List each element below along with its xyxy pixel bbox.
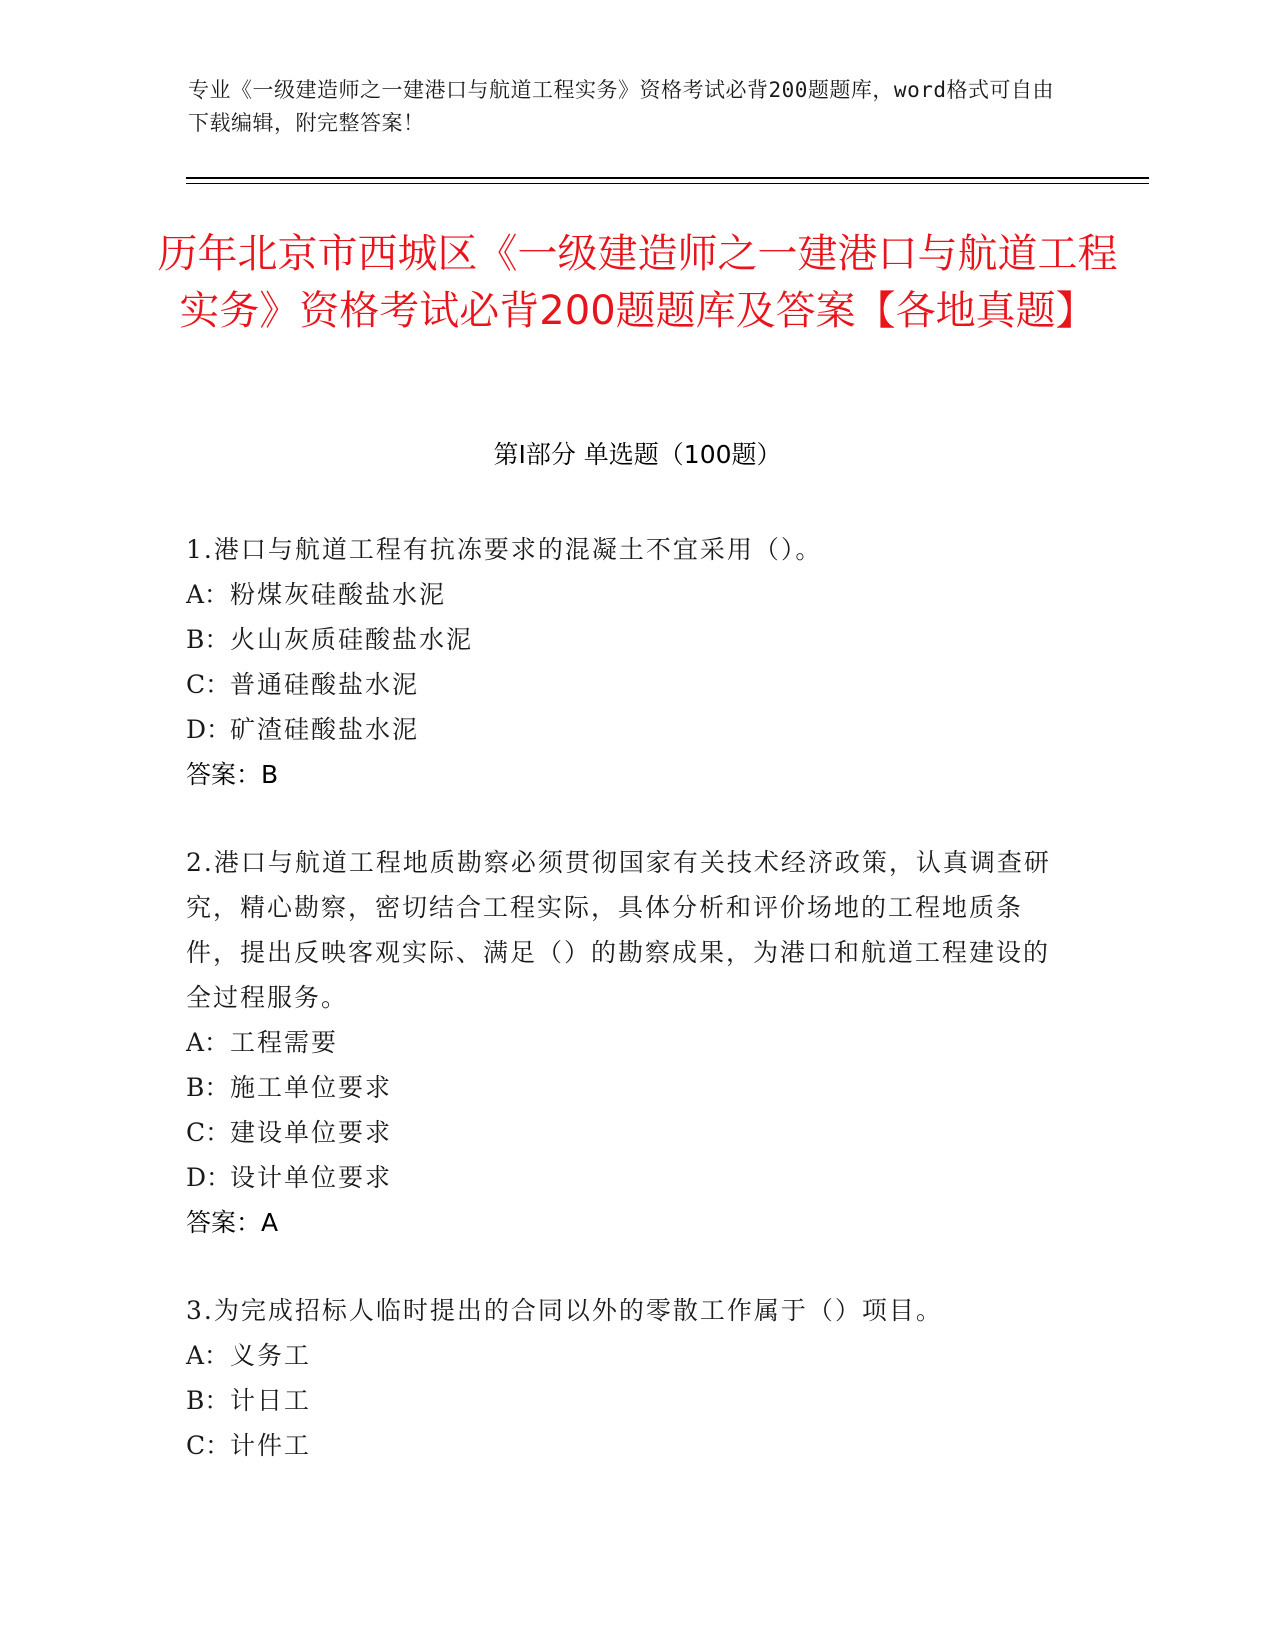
option-c xyxy=(186,1110,1056,1155)
question-3 xyxy=(186,1288,1056,1468)
option-d xyxy=(186,707,1056,752)
option-a xyxy=(186,1333,1056,1378)
option-key: A： xyxy=(186,1341,230,1370)
option-text: 工程需要 xyxy=(230,1028,339,1057)
option-key: A： xyxy=(186,580,230,609)
option-key: C： xyxy=(186,1118,231,1147)
option-text: 计件工 xyxy=(230,1431,312,1460)
answer-line: 答案：A xyxy=(186,1208,279,1237)
option-key: D： xyxy=(186,715,232,744)
option-a xyxy=(186,572,1056,617)
option-key: C： xyxy=(186,670,231,699)
option-text: 施工单位要求 xyxy=(230,1073,393,1102)
option-text: 计日工 xyxy=(230,1386,312,1415)
option-b xyxy=(186,617,1056,662)
header-divider-thick xyxy=(186,177,1149,179)
question-stem: 1.港口与航道工程有抗冻要求的混凝土不宜采用（）。 xyxy=(186,535,823,564)
question-stem: 3.为完成招标人临时提出的合同以外的零散工作属于（）项目。 xyxy=(186,1296,943,1325)
header-note: 专业《一级建造师之一建港口与航道工程实务》资格考试必背200题题库，word格式可自由下载编辑，附完整答案！ xyxy=(188,78,1054,135)
option-text: 义务工 xyxy=(230,1341,312,1370)
answer-line: 答案：B xyxy=(186,760,279,789)
option-key: A： xyxy=(186,1028,230,1057)
option-text: 普通硅酸盐水泥 xyxy=(230,670,420,699)
document-title: 历年北京市西城区《一级建造师之一建港口与航道工程实务》资格考试必背200题题库及答案【各地真题】 xyxy=(157,231,1118,334)
question-1 xyxy=(186,527,1056,797)
option-c xyxy=(186,1423,1056,1468)
option-text: 火山灰质硅酸盐水泥 xyxy=(230,625,474,654)
option-key: B： xyxy=(186,1386,230,1415)
option-text: 矿渣硅酸盐水泥 xyxy=(230,715,420,744)
option-key: D： xyxy=(186,1163,232,1192)
option-key: B： xyxy=(186,1073,230,1102)
header-divider-thin xyxy=(186,183,1149,184)
option-key: C： xyxy=(186,1431,231,1460)
section-heading: 第Ⅰ部分 单选题（100题） xyxy=(493,440,782,469)
option-b xyxy=(186,1378,1056,1423)
option-b xyxy=(186,1065,1056,1110)
option-a xyxy=(186,1020,1056,1065)
option-d xyxy=(186,1155,1056,1200)
option-text: 粉煤灰硅酸盐水泥 xyxy=(230,580,447,609)
option-text: 建设单位要求 xyxy=(230,1118,393,1147)
option-text: 设计单位要求 xyxy=(230,1163,393,1192)
option-c xyxy=(186,662,1056,707)
question-2 xyxy=(186,840,1056,1245)
question-stem: 2.港口与航道工程地质勘察必须贯彻国家有关技术经济政策，认真调查研究，精心勘察，密切结合工程实际，具体分析和评价场地的工程地质条件，提出反映客观实际、满足（）的勘察成果，为港口和航道工程建设的全过程服务。 xyxy=(186,848,1051,1012)
question-list xyxy=(186,527,1056,1511)
option-key: B： xyxy=(186,625,230,654)
